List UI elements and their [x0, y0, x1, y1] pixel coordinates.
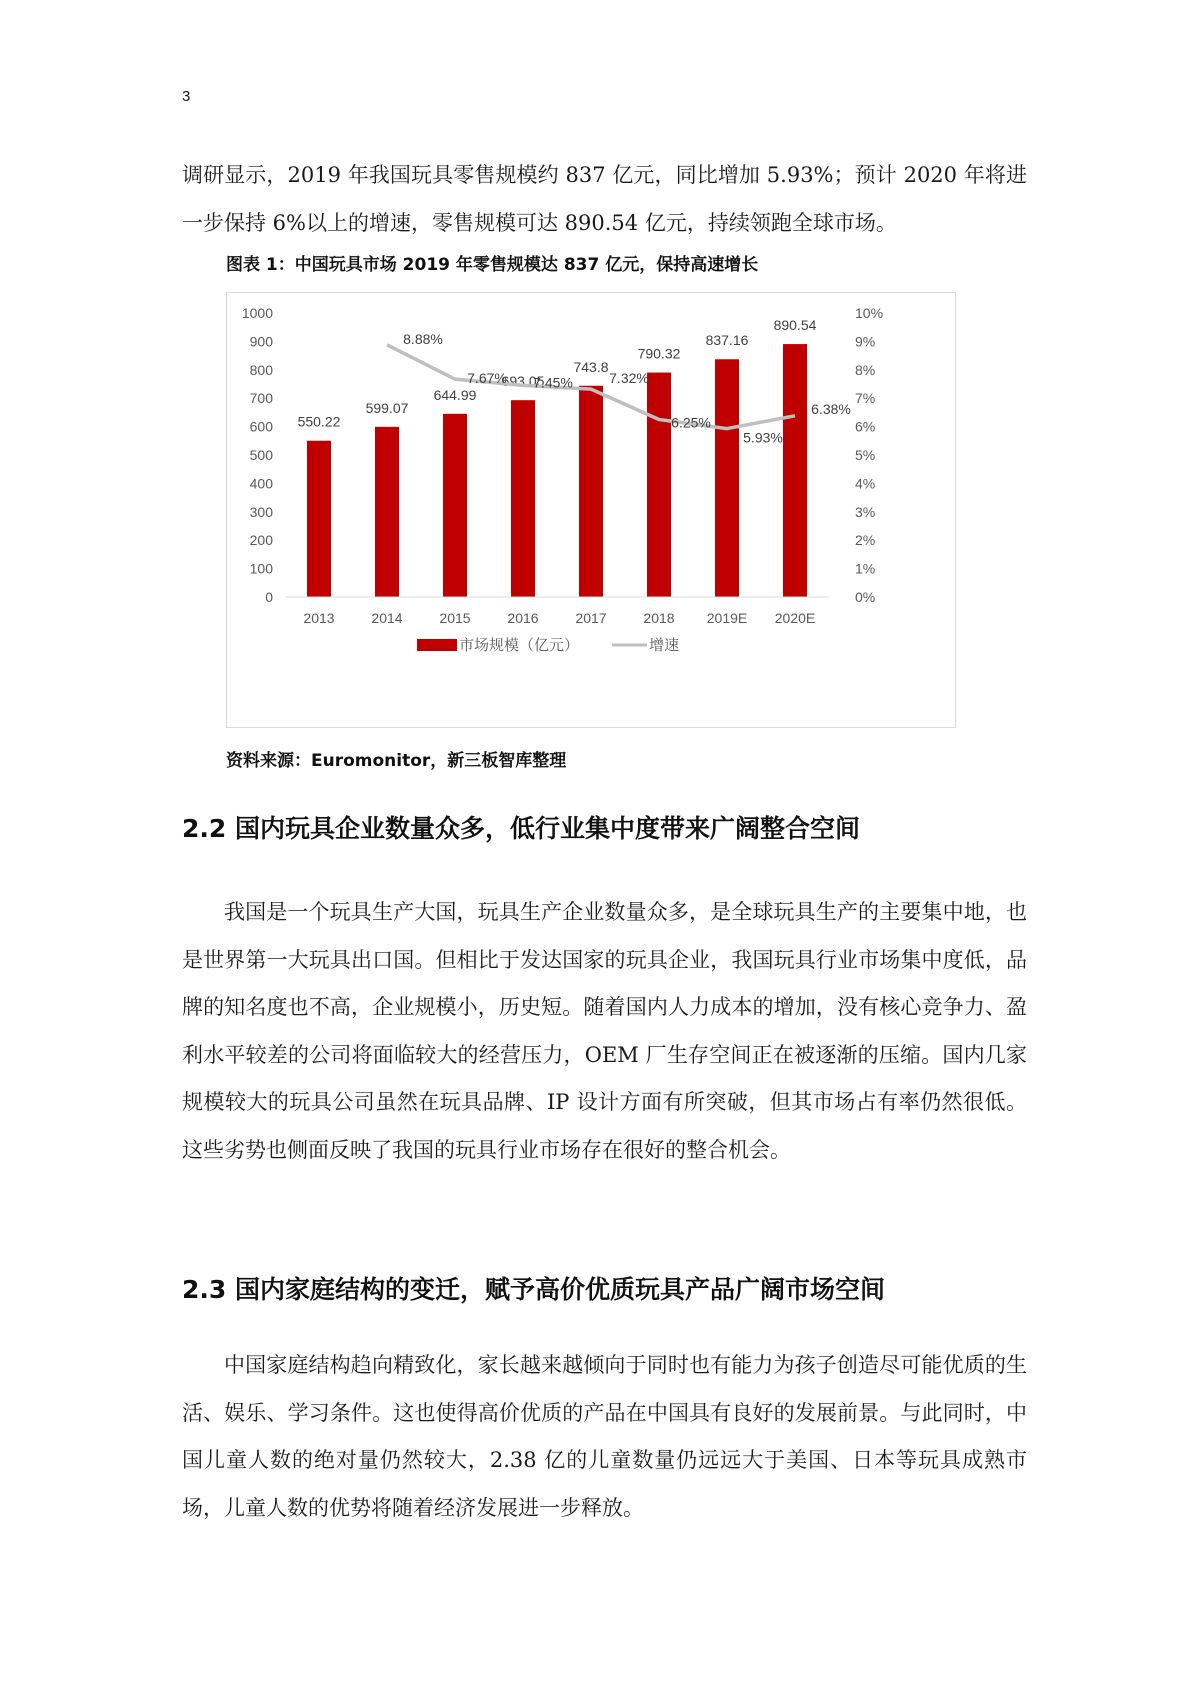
bar-value-label: 693.05: [501, 373, 545, 390]
chart-legend: [417, 636, 679, 654]
bar-value-label: 743.8: [573, 358, 609, 375]
bar-value-label: 599.07: [365, 399, 409, 416]
left-axis-tick-label: 0: [265, 589, 273, 605]
left-axis-tick-label: 900: [249, 333, 273, 350]
legend-line-label: 增速: [649, 636, 680, 654]
right-axis-tick-label: 6%: [855, 418, 876, 435]
intro-paragraph: 调研显示，2019 年我国玩具零售规模约 837 亿元，同比增加 5.93%；预计 2020 年将进一步保持 6%以上的增速，零售规模可达 890.54 亿元，持续领跑全球市场。: [182, 163, 1027, 235]
left-axis-tick-label: 700: [249, 390, 273, 407]
legend-bar-swatch: [417, 639, 457, 651]
x-axis-tick-label: 2019E: [706, 610, 748, 626]
x-axis-tick-label: 2013: [303, 610, 335, 626]
bar-value-label: 837.16: [705, 332, 749, 349]
left-axis-ticks: [242, 305, 273, 605]
growth-value-label: 7.45%: [533, 374, 573, 391]
growth-value-label: 8.88%: [403, 330, 443, 347]
section-heading-2-2: 2.2 国内玩具企业数量众多，低行业集中度带来广阔整合空间: [182, 814, 860, 843]
right-axis-tick-label: 8%: [855, 361, 876, 378]
right-axis-tick-label: 2%: [855, 532, 876, 549]
left-axis-tick-label: 600: [249, 418, 273, 435]
x-axis-tick-label: 2016: [507, 610, 539, 626]
x-axis-tick-label: 2014: [371, 610, 403, 626]
right-axis-tick-label: 7%: [855, 390, 876, 407]
growth-value-label: 5.93%: [743, 429, 783, 446]
bar: [647, 373, 671, 597]
bar-value-label: 890.54: [773, 317, 817, 334]
bar: [443, 414, 467, 597]
bar-value-label: 644.99: [433, 386, 477, 403]
bar: [511, 400, 535, 597]
section-2-2-paragraph: 我国是一个玩具生产大国，玩具生产企业数量众多，是全球玩具生产的主要集中地，也是世界第一大玩具出口国。但相比于发达国家的玩具企业，我国玩具行业市场集中度低，品牌的知名度也不高，企业规模小，历史短。随着国内人力成本的增加，没有核心竞争力、盈利水平较差的公司将面临较大的经营压力，OEM 厂生存空间正在被逐渐的压缩。国内几家规模较大的玩具公司虽然在玩具品牌、IP 设计方面有所突破，但其市场占有率仍然很低。这些劣势也侧面反映了我国的玩具行业市场存在很好的整合机会。: [182, 900, 1027, 1162]
section-2-3-paragraph: 中国家庭结构趋向精致化，家长越来越倾向于同时也有能力为孩子创造尽可能优质的生活、娱乐、学习条件。这也使得高价优质的产品在中国具有良好的发展前景。与此同时，中国儿童人数的绝对量仍然较大，2.38 亿的儿童数量仍远远大于美国、日本等玩具成熟市场，儿童人数的优势将随着经济发展进一步释放。: [182, 1353, 1027, 1520]
left-axis-tick-label: 300: [249, 503, 273, 520]
x-axis-tick-label: 2017: [575, 610, 607, 626]
bar: [715, 359, 739, 597]
right-axis-tick-label: 0%: [855, 589, 876, 605]
chart-canvas: [227, 293, 955, 727]
page-number: 3: [182, 88, 191, 105]
left-axis-tick-label: 800: [249, 361, 273, 378]
right-axis-tick-label: 10%: [855, 305, 884, 321]
toy-market-chart: [226, 292, 956, 728]
bar-value-label: 790.32: [637, 345, 681, 362]
figure-source: 资料来源：Euromonitor，新三板智库整理: [226, 751, 567, 771]
left-axis-tick-label: 100: [249, 560, 273, 577]
left-axis-tick-label: 200: [249, 532, 273, 549]
bar: [579, 386, 603, 597]
right-axis-tick-label: 5%: [855, 447, 876, 463]
section-heading-2-3: 2.3 国内家庭结构的变迁，赋予高价优质玩具产品广阔市场空间: [182, 1275, 885, 1304]
bar: [307, 441, 331, 597]
bar: [783, 344, 807, 597]
left-axis-tick-label: 500: [249, 447, 273, 463]
bar: [375, 427, 399, 597]
bar-value-label: 550.22: [297, 413, 341, 430]
right-axis-tick-label: 4%: [855, 475, 876, 492]
growth-value-label: 6.25%: [671, 414, 711, 431]
x-axis-tick-label: 2015: [439, 610, 471, 626]
x-axis-ticks: [303, 610, 815, 626]
legend-bar-label: 市场规模（亿元）: [459, 636, 580, 654]
left-axis-tick-label: 1000: [241, 305, 273, 321]
x-axis-tick-label: 2020E: [774, 610, 816, 626]
growth-value-label: 7.67%: [467, 370, 507, 387]
right-axis-tick-label: 9%: [855, 333, 876, 350]
x-axis-tick-label: 2018: [643, 610, 675, 626]
right-axis-tick-label: 3%: [855, 503, 876, 520]
right-axis-ticks: [855, 305, 883, 605]
left-axis-tick-label: 400: [249, 475, 273, 492]
growth-value-label: 7.32%: [609, 370, 649, 387]
growth-value-label: 6.38%: [811, 400, 851, 417]
figure-caption: 图表 1：中国玩具市场 2019 年零售规模达 837 亿元，保持高速增长: [226, 255, 759, 275]
right-axis-tick-label: 1%: [855, 560, 876, 577]
